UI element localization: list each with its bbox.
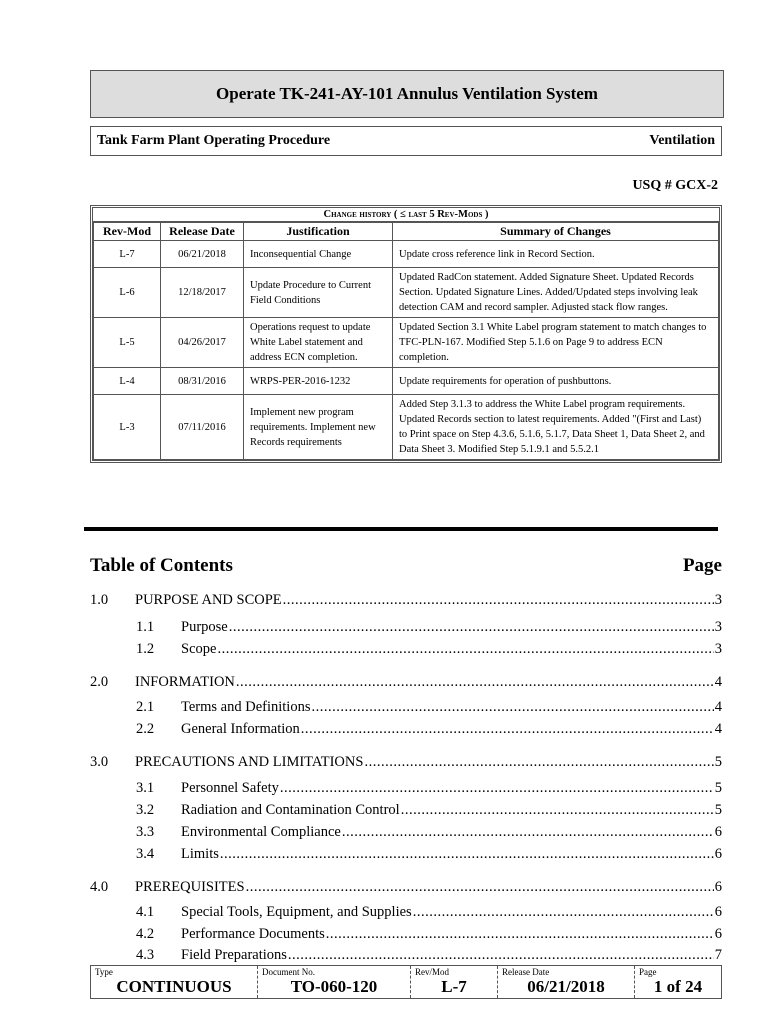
toc-number: 4.1: [136, 904, 155, 920]
toc-label: Terms and Definitions: [181, 699, 311, 715]
toc-number: 3.2: [136, 802, 155, 818]
date-cell: 07/11/2016: [161, 395, 244, 460]
toc-number: 4.2: [136, 926, 155, 942]
toc-header: [90, 555, 722, 577]
footer-date-value: 06/21/2018: [527, 977, 605, 996]
toc-page: 5: [714, 780, 722, 796]
footer-type-value: CONTINUOUS: [116, 977, 232, 996]
toc-number: 1.2: [136, 641, 155, 657]
justification-cell: Operations request to update White Label statement and address ECN completion.: [244, 318, 393, 368]
toc-label: PREREQUISITES: [135, 879, 245, 895]
toc-number: 2.0: [90, 674, 109, 690]
column-header: Rev-Mod: [94, 223, 161, 241]
toc-label: Environmental Compliance: [181, 824, 341, 840]
toc-number: 4.0: [90, 879, 109, 895]
toc-entry-2-2[interactable]: [136, 721, 722, 738]
rev-cell: L-6: [94, 268, 161, 318]
column-header: Summary of Changes: [393, 223, 719, 241]
toc-entry-3-3[interactable]: [136, 824, 722, 841]
document-footer: [90, 965, 722, 999]
footer-rev-value: L-7: [441, 977, 467, 996]
toc-label: Limits: [181, 846, 219, 862]
toc-page: 6: [714, 846, 722, 862]
table-row: [94, 318, 719, 368]
date-cell: 08/31/2016: [161, 368, 244, 395]
table-row: [94, 368, 719, 395]
footer-document-value: TO-060-120: [290, 977, 378, 996]
toc-entry-4-1[interactable]: [136, 904, 722, 921]
rev-cell: L-4: [94, 368, 161, 395]
toc-number: 2.1: [136, 699, 155, 715]
toc-label: Purpose: [181, 619, 228, 635]
toc-label: Radiation and Contamination Control: [181, 802, 400, 818]
toc-page: 4: [714, 721, 722, 737]
summary-cell: Updated Section 3.1 White Label program statement to match changes to TFC-PLN-167. Modified Step 5.1.6 on Page 9 to address ECN completion.: [393, 318, 719, 368]
toc-entry-4-0[interactable]: [90, 879, 722, 896]
toc-number: 3.4: [136, 846, 155, 862]
toc-label: General Information: [181, 721, 300, 737]
toc-entry-3-2[interactable]: [136, 802, 722, 819]
change-history-grid: [93, 222, 719, 460]
toc-title: Table of Contents: [90, 555, 233, 576]
toc-label: Personnel Safety: [181, 780, 279, 796]
toc-page: 5: [714, 754, 722, 770]
toc-entry-2-1[interactable]: [136, 699, 722, 716]
toc-page: 6: [714, 926, 722, 942]
toc-page: 6: [714, 904, 722, 920]
toc-entry-3-0[interactable]: [90, 754, 722, 771]
summary-cell: Updated RadCon statement. Added Signature Sheet. Updated Records Section. Updated Signature Lines. Added/Updated steps involving leak detection CAM and record sampler. Adjusted stack flow ranges.: [393, 268, 719, 318]
toc-entry-4-3[interactable]: [136, 947, 722, 964]
toc-entry-1-2[interactable]: [136, 641, 722, 658]
toc-number: 4.3: [136, 947, 155, 963]
toc-entry-1-1[interactable]: [136, 619, 722, 636]
toc-number: 3.3: [136, 824, 155, 840]
toc-label: Field Preparations: [181, 947, 287, 963]
footer-type-label: Type: [95, 967, 113, 977]
usq-number: USQ # GCX-2: [632, 178, 718, 193]
column-header: Release Date: [161, 223, 244, 241]
date-cell: 12/18/2017: [161, 268, 244, 318]
toc-number: 1.1: [136, 619, 155, 635]
toc-page: 5: [714, 802, 722, 818]
footer-page-value: 1 of 24: [653, 977, 703, 996]
footer-rev-label: Rev/Mod: [415, 967, 450, 977]
toc-entry-1-0[interactable]: [90, 592, 722, 609]
summary-cell: Update requirements for operation of pushbuttons.: [393, 368, 719, 395]
change-history-caption: Change history ( ≤ last 5 Rev-Mods ): [93, 208, 719, 222]
justification-cell: Update Procedure to Current Field Conditions: [244, 268, 393, 318]
justification-cell: Implement new program requirements. Implement new Records requirements: [244, 395, 393, 460]
toc-number: 1.0: [90, 592, 109, 608]
toc-page: 3: [714, 592, 722, 608]
justification-cell: WRPS-PER-2016-1232: [244, 368, 393, 395]
toc-page: 4: [714, 699, 722, 715]
toc-page: 7: [714, 947, 722, 963]
toc-number: 3.0: [90, 754, 109, 770]
table-header-row: [94, 223, 719, 241]
toc-entry-2-0[interactable]: [90, 674, 722, 691]
change-history-table: [90, 205, 722, 463]
footer-date-label: Release Date: [502, 967, 550, 977]
date-cell: 06/21/2018: [161, 241, 244, 268]
toc-page: 6: [714, 824, 722, 840]
table-row: [94, 395, 719, 460]
table-row: [94, 241, 719, 268]
section-divider: [84, 527, 718, 531]
footer-document-label: Document No.: [262, 967, 315, 977]
toc-label: INFORMATION: [135, 674, 235, 690]
toc-label: Special Tools, Equipment, and Supplies: [181, 904, 412, 920]
toc-label: PURPOSE AND SCOPE: [135, 592, 282, 608]
toc-number: 2.2: [136, 721, 155, 737]
toc-page: 4: [714, 674, 722, 690]
toc-entry-3-1[interactable]: [136, 780, 722, 797]
footer-page-label: Page: [639, 967, 657, 977]
footer-type-cell: [91, 966, 258, 998]
rev-cell: L-7: [94, 241, 161, 268]
document-title: Operate TK-241-AY-101 Annulus Ventilation System: [216, 84, 598, 103]
footer-page-cell: [635, 966, 721, 998]
toc-label: Performance Documents: [181, 926, 325, 942]
toc-entry-3-4[interactable]: [136, 846, 722, 863]
toc-page: 3: [714, 619, 722, 635]
footer-date-cell: [498, 966, 635, 998]
footer-rev-cell: [411, 966, 498, 998]
justification-cell: Inconsequential Change: [244, 241, 393, 268]
procedure-category: Ventilation: [649, 133, 715, 148]
toc-page-label: Page: [682, 555, 722, 576]
toc-page: 6: [714, 879, 722, 895]
document-title-box: [90, 70, 724, 118]
summary-cell: Added Step 3.1.3 to address the White Label program requirements. Updated Records section to latest requirements. Added "(First and Last) to Print space on Step 4.3.6, 5.1.6, 5.1.7, Data Sheet 1, Data Sheet 2, and Data Sheet 3. Modified Step 5.1.9.1 and 5.5.2.1: [393, 395, 719, 460]
toc-label: Scope: [181, 641, 217, 657]
rev-cell: L-3: [94, 395, 161, 460]
summary-cell: Update cross reference link in Record Section.: [393, 241, 719, 268]
table-row: [94, 268, 719, 318]
toc-label: PRECAUTIONS AND LIMITATIONS: [135, 754, 364, 770]
procedure-type: Tank Farm Plant Operating Procedure: [97, 133, 331, 148]
date-cell: 04/26/2017: [161, 318, 244, 368]
procedure-type-box: [90, 126, 722, 156]
footer-document-cell: [258, 966, 411, 998]
toc-page: 3: [714, 641, 722, 657]
column-header: Justification: [244, 223, 393, 241]
rev-cell: L-5: [94, 318, 161, 368]
toc-entry-4-2[interactable]: [136, 926, 722, 943]
toc-number: 3.1: [136, 780, 155, 796]
